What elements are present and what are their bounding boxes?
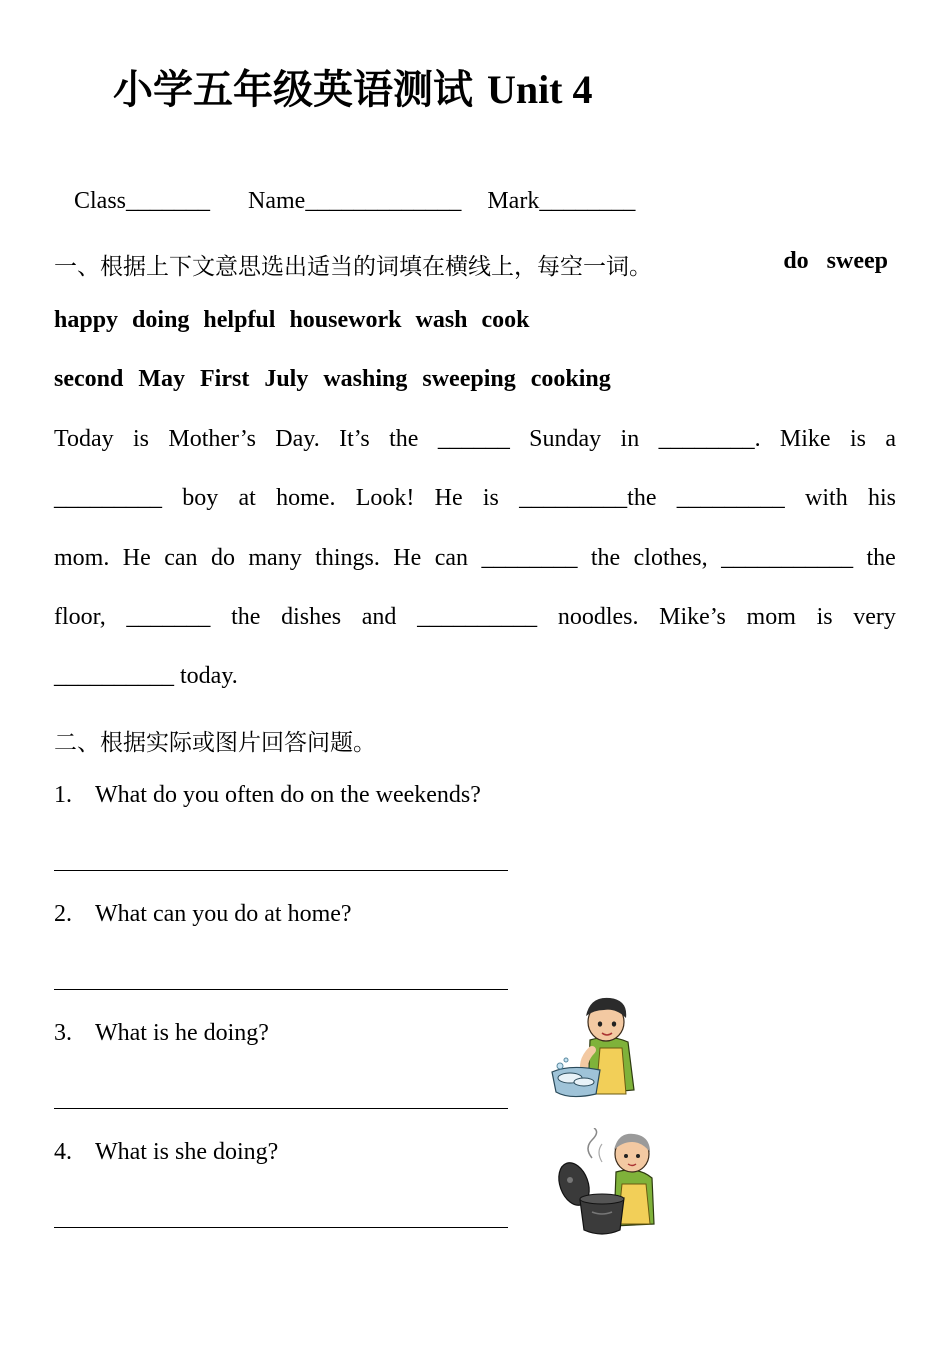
passage-word: his	[867, 485, 896, 511]
passage-line-2	[54, 485, 896, 512]
answer-line-4[interactable]	[54, 1227, 508, 1228]
blank-9[interactable]: __________	[417, 604, 538, 630]
question-text: What is he doing?	[95, 1020, 269, 1046]
blank-7[interactable]: ___________	[721, 545, 854, 571]
section1-instruction: 一、根据上下文意思选出适当的词填在横线上，每空一词。	[54, 254, 652, 280]
passage-word: do	[210, 545, 235, 571]
passage-word: boy	[182, 485, 219, 511]
passage-word: the	[389, 426, 419, 452]
question-text: What do you often do on the weekends?	[95, 782, 481, 808]
passage-word: Look!	[355, 485, 415, 511]
blank-1[interactable]: ______	[437, 426, 510, 452]
passage-word: noodles.	[557, 604, 639, 630]
word-bank-row1	[783, 248, 888, 281]
blank-3[interactable]: _________	[54, 485, 162, 511]
word-bank-word: sweeping	[422, 366, 516, 392]
passage-word: He	[393, 545, 422, 571]
question-text: What can you do at home?	[95, 901, 352, 927]
blank-8[interactable]: _______	[126, 604, 211, 630]
passage-word: dishes	[281, 604, 342, 630]
passage-word: mom.	[54, 545, 110, 571]
section1-instruction-row	[54, 248, 896, 281]
passage-line-1	[54, 426, 896, 453]
word-bank-row3	[54, 366, 896, 393]
question-3	[54, 1020, 269, 1047]
question-text: What is she doing?	[95, 1139, 279, 1165]
passage-word: Day.	[275, 426, 320, 452]
question-4	[54, 1139, 278, 1166]
blank-5[interactable]: _________	[676, 485, 785, 511]
answer-line-1[interactable]	[54, 870, 508, 871]
passage-word: is	[482, 485, 499, 511]
passage-word: floor,	[54, 604, 106, 630]
word-bank-word: doing	[132, 307, 190, 333]
name-field[interactable]: Name_____________	[248, 188, 462, 214]
word-bank-word: First	[200, 366, 250, 392]
passage-line-4	[54, 604, 896, 631]
passage-word: is	[133, 426, 150, 452]
boy-washing-dishes-illustration	[530, 990, 658, 1108]
word-bank-word: May	[138, 366, 185, 392]
question-1	[54, 782, 481, 809]
passage-word: the	[590, 545, 621, 571]
passage-word: at	[238, 485, 256, 511]
page-title	[113, 58, 593, 115]
answer-line-2[interactable]	[54, 989, 508, 990]
passage-word: clothes,	[633, 545, 708, 571]
question-number: 3.	[54, 1020, 72, 1046]
passage-word: very	[853, 604, 896, 630]
title-chinese: 小学五年级英语测试	[113, 67, 473, 113]
word-bank-word: second	[54, 366, 124, 392]
class-field[interactable]: Class_______	[74, 188, 211, 214]
word-bank-row2	[54, 307, 896, 334]
question-number: 1.	[54, 782, 72, 808]
woman-cooking-illustration	[552, 1128, 664, 1240]
word-bank-word: wash	[415, 307, 468, 333]
passage-word: Mike’s	[659, 604, 726, 630]
student-info-line	[74, 188, 635, 215]
passage-word: many	[248, 545, 302, 571]
passage-word: with	[805, 485, 848, 511]
passage-word: the	[866, 545, 896, 571]
blank-6[interactable]: ________	[481, 545, 578, 571]
blank-2[interactable]: ________.	[658, 426, 761, 452]
passage-word: Mike	[779, 426, 831, 452]
passage-word: is	[816, 604, 833, 630]
word-bank-word: helpful	[203, 307, 276, 333]
question-2	[54, 901, 352, 928]
passage-word: the	[231, 604, 261, 630]
passage-word: can	[434, 545, 469, 571]
passage-word: He	[122, 545, 151, 571]
passage-word: Sunday	[529, 426, 602, 452]
question-number: 4.	[54, 1139, 72, 1165]
word-bank-word: do	[783, 248, 809, 274]
passage-line-3	[54, 545, 896, 572]
question-number: 2.	[54, 901, 72, 927]
passage-word: mom	[746, 604, 796, 630]
word-bank-word: happy	[54, 307, 119, 333]
word-bank-word: sweep	[826, 248, 888, 274]
passage-word: He	[434, 485, 463, 511]
passage-word: Mother’s	[168, 426, 256, 452]
word-bank-word: washing	[323, 366, 408, 392]
answer-line-3[interactable]	[54, 1108, 508, 1109]
passage-word: can	[164, 545, 198, 571]
section2-instruction: 二、根据实际或图片回答问题。	[54, 730, 376, 756]
word-bank-word: housework	[289, 307, 402, 333]
passage-word: things.	[315, 545, 380, 571]
passage-word: and	[361, 604, 397, 630]
passage-word: a	[885, 426, 896, 452]
mark-field[interactable]: Mark________	[487, 188, 636, 214]
word-bank-word: cook	[481, 307, 530, 333]
blank-4[interactable]: _________the	[519, 485, 657, 511]
passage-line-5: __________ today.	[54, 663, 238, 689]
title-unit: Unit 4	[486, 67, 593, 112]
passage-word: It’s	[339, 426, 370, 452]
passage-word: is	[849, 426, 866, 452]
passage-word: in	[620, 426, 640, 452]
passage-word: Today	[54, 426, 114, 452]
word-bank-word: cooking	[530, 366, 611, 392]
word-bank-word: July	[264, 366, 309, 392]
passage-word: home.	[276, 485, 336, 511]
